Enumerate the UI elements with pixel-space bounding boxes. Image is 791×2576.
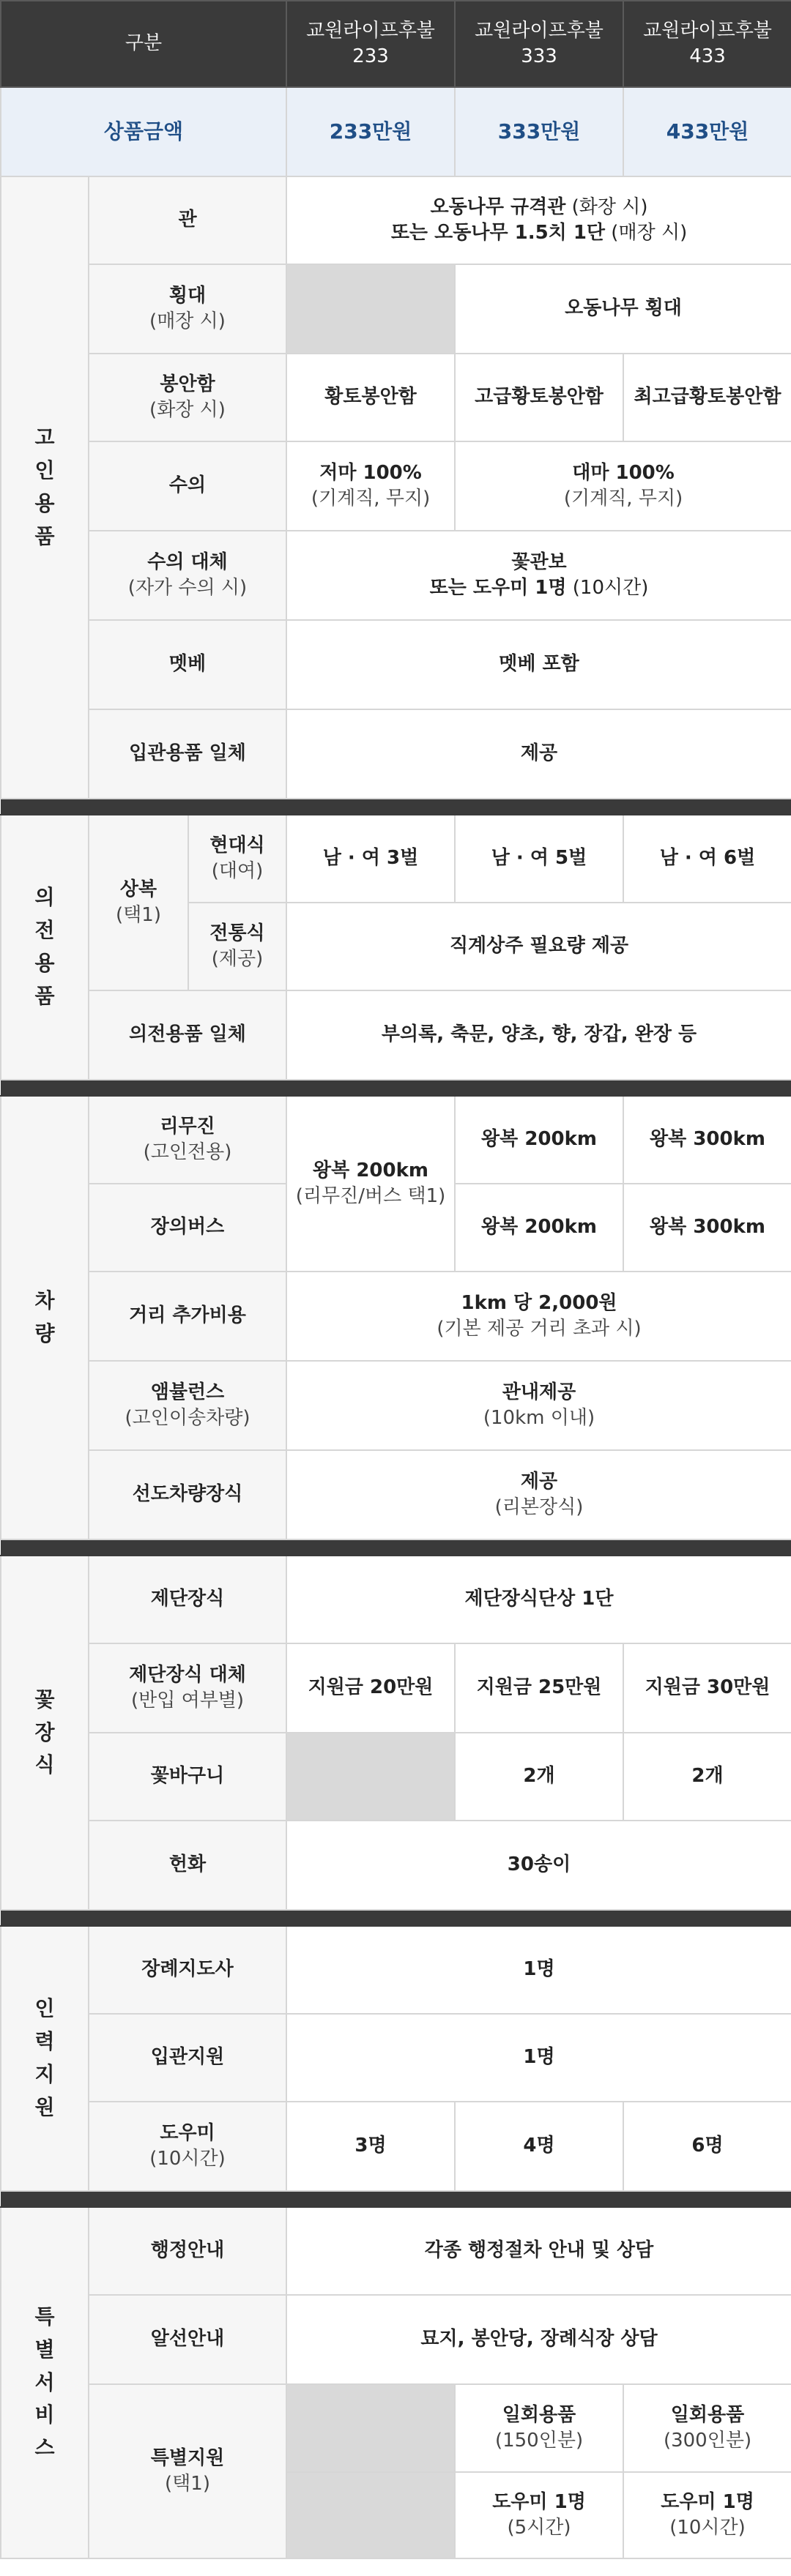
limo-333: 왕복 200km	[455, 1096, 623, 1184]
row-staff-ipgwan-value: 1명	[286, 2014, 791, 2102]
bonganham-333: 고급황토봉안함	[455, 354, 623, 441]
row-staff-ipgwan-label: 입관지원	[89, 2014, 286, 2102]
row-altar-label: 제단장식	[89, 1556, 286, 1643]
row-altar-value: 제단장식단상 1단	[286, 1556, 791, 1643]
price-333: 333만원	[455, 87, 623, 176]
section-divider	[1, 1539, 791, 1556]
basket-333: 2개	[455, 1733, 623, 1821]
section-divider	[1, 2191, 791, 2207]
section-special-title: 특 별 서 비 스	[1, 2207, 89, 2558]
row-hoengdae-label: 횡대 (매장 시)	[89, 264, 286, 354]
row-ambulance-value: 관내제공 (10km 이내)	[286, 1361, 791, 1450]
empty-cell	[286, 1733, 455, 1821]
modern-233: 남 · 여 3벌	[286, 815, 455, 903]
row-basket-label: 꽃바구니	[89, 1733, 286, 1821]
empty-cell	[286, 2384, 455, 2472]
price-433: 433만원	[623, 87, 791, 176]
row-extra-label: 거리 추가비용	[89, 1272, 286, 1361]
row-sui-alt-value: 꽃관보 또는 도우미 1명 (10시간)	[286, 531, 791, 620]
row-admin-label: 행정안내	[89, 2207, 286, 2295]
altar-alt-433: 지원금 30만원	[623, 1643, 791, 1733]
header-plan-433: 교원라이프후불 433	[623, 1, 791, 87]
row-lead-value: 제공 (리본장식)	[286, 1450, 791, 1539]
altar-alt-233: 지원금 20만원	[286, 1643, 455, 1733]
row-helper-label: 도우미 (10시간)	[89, 2102, 286, 2191]
bus-433: 왕복 300km	[623, 1184, 791, 1272]
row-gwan-label: 관	[89, 176, 286, 264]
limo-433: 왕복 300km	[623, 1096, 791, 1184]
modern-333: 남 · 여 5벌	[455, 815, 623, 903]
row-support-label: 특별지원 (택1)	[89, 2384, 286, 2558]
empty-cell	[286, 264, 455, 354]
row-heonhwa-label: 헌화	[89, 1821, 286, 1910]
row-traditional-value: 직계상주 필요량 제공	[286, 903, 791, 990]
price-233: 233만원	[286, 87, 455, 176]
section-divider	[1, 1910, 791, 1926]
row-uijeon-all-label: 의전용품 일체	[89, 990, 286, 1080]
row-ambulance-label: 앰뷸런스 (고인이송차량)	[89, 1361, 286, 1450]
row-traditional-label: 전통식 (제공)	[188, 903, 286, 990]
row-admin-value: 각종 행정절차 안내 및 상담	[286, 2207, 791, 2295]
sui-233: 저마 100% (기계직, 무지)	[286, 441, 455, 531]
helper-233: 3명	[286, 2102, 455, 2191]
section-flower-title: 꽃 장 식	[1, 1556, 89, 1910]
altar-alt-333: 지원금 25만원	[455, 1643, 623, 1733]
row-sui-alt-label: 수의 대체 (자가 수의 시)	[89, 531, 286, 620]
row-referral-value: 묘지, 봉안당, 장례식장 상담	[286, 2295, 791, 2384]
empty-cell	[286, 2472, 455, 2558]
row-uijeon-all-value: 부의록, 축문, 양초, 향, 장갑, 완장 등	[286, 990, 791, 1080]
row-hoengdae-value: 오동나무 횡대	[455, 264, 791, 354]
row-modern-label: 현대식 (대여)	[188, 815, 286, 903]
section-divider	[1, 799, 791, 815]
row-director-value: 1명	[286, 1926, 791, 2014]
header-category: 구분	[1, 1, 286, 87]
row-extra-value: 1km 당 2,000원 (기본 제공 거리 초과 시)	[286, 1272, 791, 1361]
support-disposables-433: 일회용품 (300인분)	[623, 2384, 791, 2472]
row-heonhwa-value: 30송이	[286, 1821, 791, 1910]
row-bus-label: 장의버스	[89, 1184, 286, 1272]
header-plan-333: 교원라이프후불 333	[455, 1, 623, 87]
vehicle-233-shared: 왕복 200km (리무진/버스 택1)	[286, 1096, 455, 1272]
row-bonganham-label: 봉안함 (화장 시)	[89, 354, 286, 441]
row-mebe-label: 멧베	[89, 620, 286, 709]
support-helper-333: 도우미 1명 (5시간)	[455, 2472, 623, 2558]
section-vehicle-title: 차 량	[1, 1096, 89, 1539]
bonganham-433: 최고급황토봉안함	[623, 354, 791, 441]
row-gwan-value: 오동나무 규격관 (화장 시) 또는 오동나무 1.5치 1단 (매장 시)	[286, 176, 791, 264]
support-disposables-333: 일회용품 (150인분)	[455, 2384, 623, 2472]
bonganham-233: 황토봉안함	[286, 354, 455, 441]
section-goin-title: 고 인 용 품	[1, 176, 89, 799]
basket-433: 2개	[623, 1733, 791, 1821]
row-director-label: 장례지도사	[89, 1926, 286, 2014]
helper-333: 4명	[455, 2102, 623, 2191]
row-lead-label: 선도차량장식	[89, 1450, 286, 1539]
price-label: 상품금액	[1, 87, 286, 176]
row-sui-label: 수의	[89, 441, 286, 531]
helper-433: 6명	[623, 2102, 791, 2191]
row-sangbok-label: 상복 (택1)	[89, 815, 188, 990]
section-staff-title: 인 력 지 원	[1, 1926, 89, 2191]
row-mebe-value: 멧베 포함	[286, 620, 791, 709]
section-divider	[1, 1080, 791, 1096]
row-ipgwan-value: 제공	[286, 709, 791, 799]
row-altar-alt-label: 제단장식 대체 (반입 여부별)	[89, 1643, 286, 1733]
sui-333-433: 대마 100% (기계직, 무지)	[455, 441, 791, 531]
row-limo-label: 리무진 (고인전용)	[89, 1096, 286, 1184]
support-helper-433: 도우미 1명 (10시간)	[623, 2472, 791, 2558]
bus-333: 왕복 200km	[455, 1184, 623, 1272]
header-plan-233: 교원라이프후불 233	[286, 1, 455, 87]
row-referral-label: 알선안내	[89, 2295, 286, 2384]
row-ipgwan-label: 입관용품 일체	[89, 709, 286, 799]
modern-433: 남 · 여 6벌	[623, 815, 791, 903]
section-uijeon-title: 의 전 용 품	[1, 815, 89, 1080]
